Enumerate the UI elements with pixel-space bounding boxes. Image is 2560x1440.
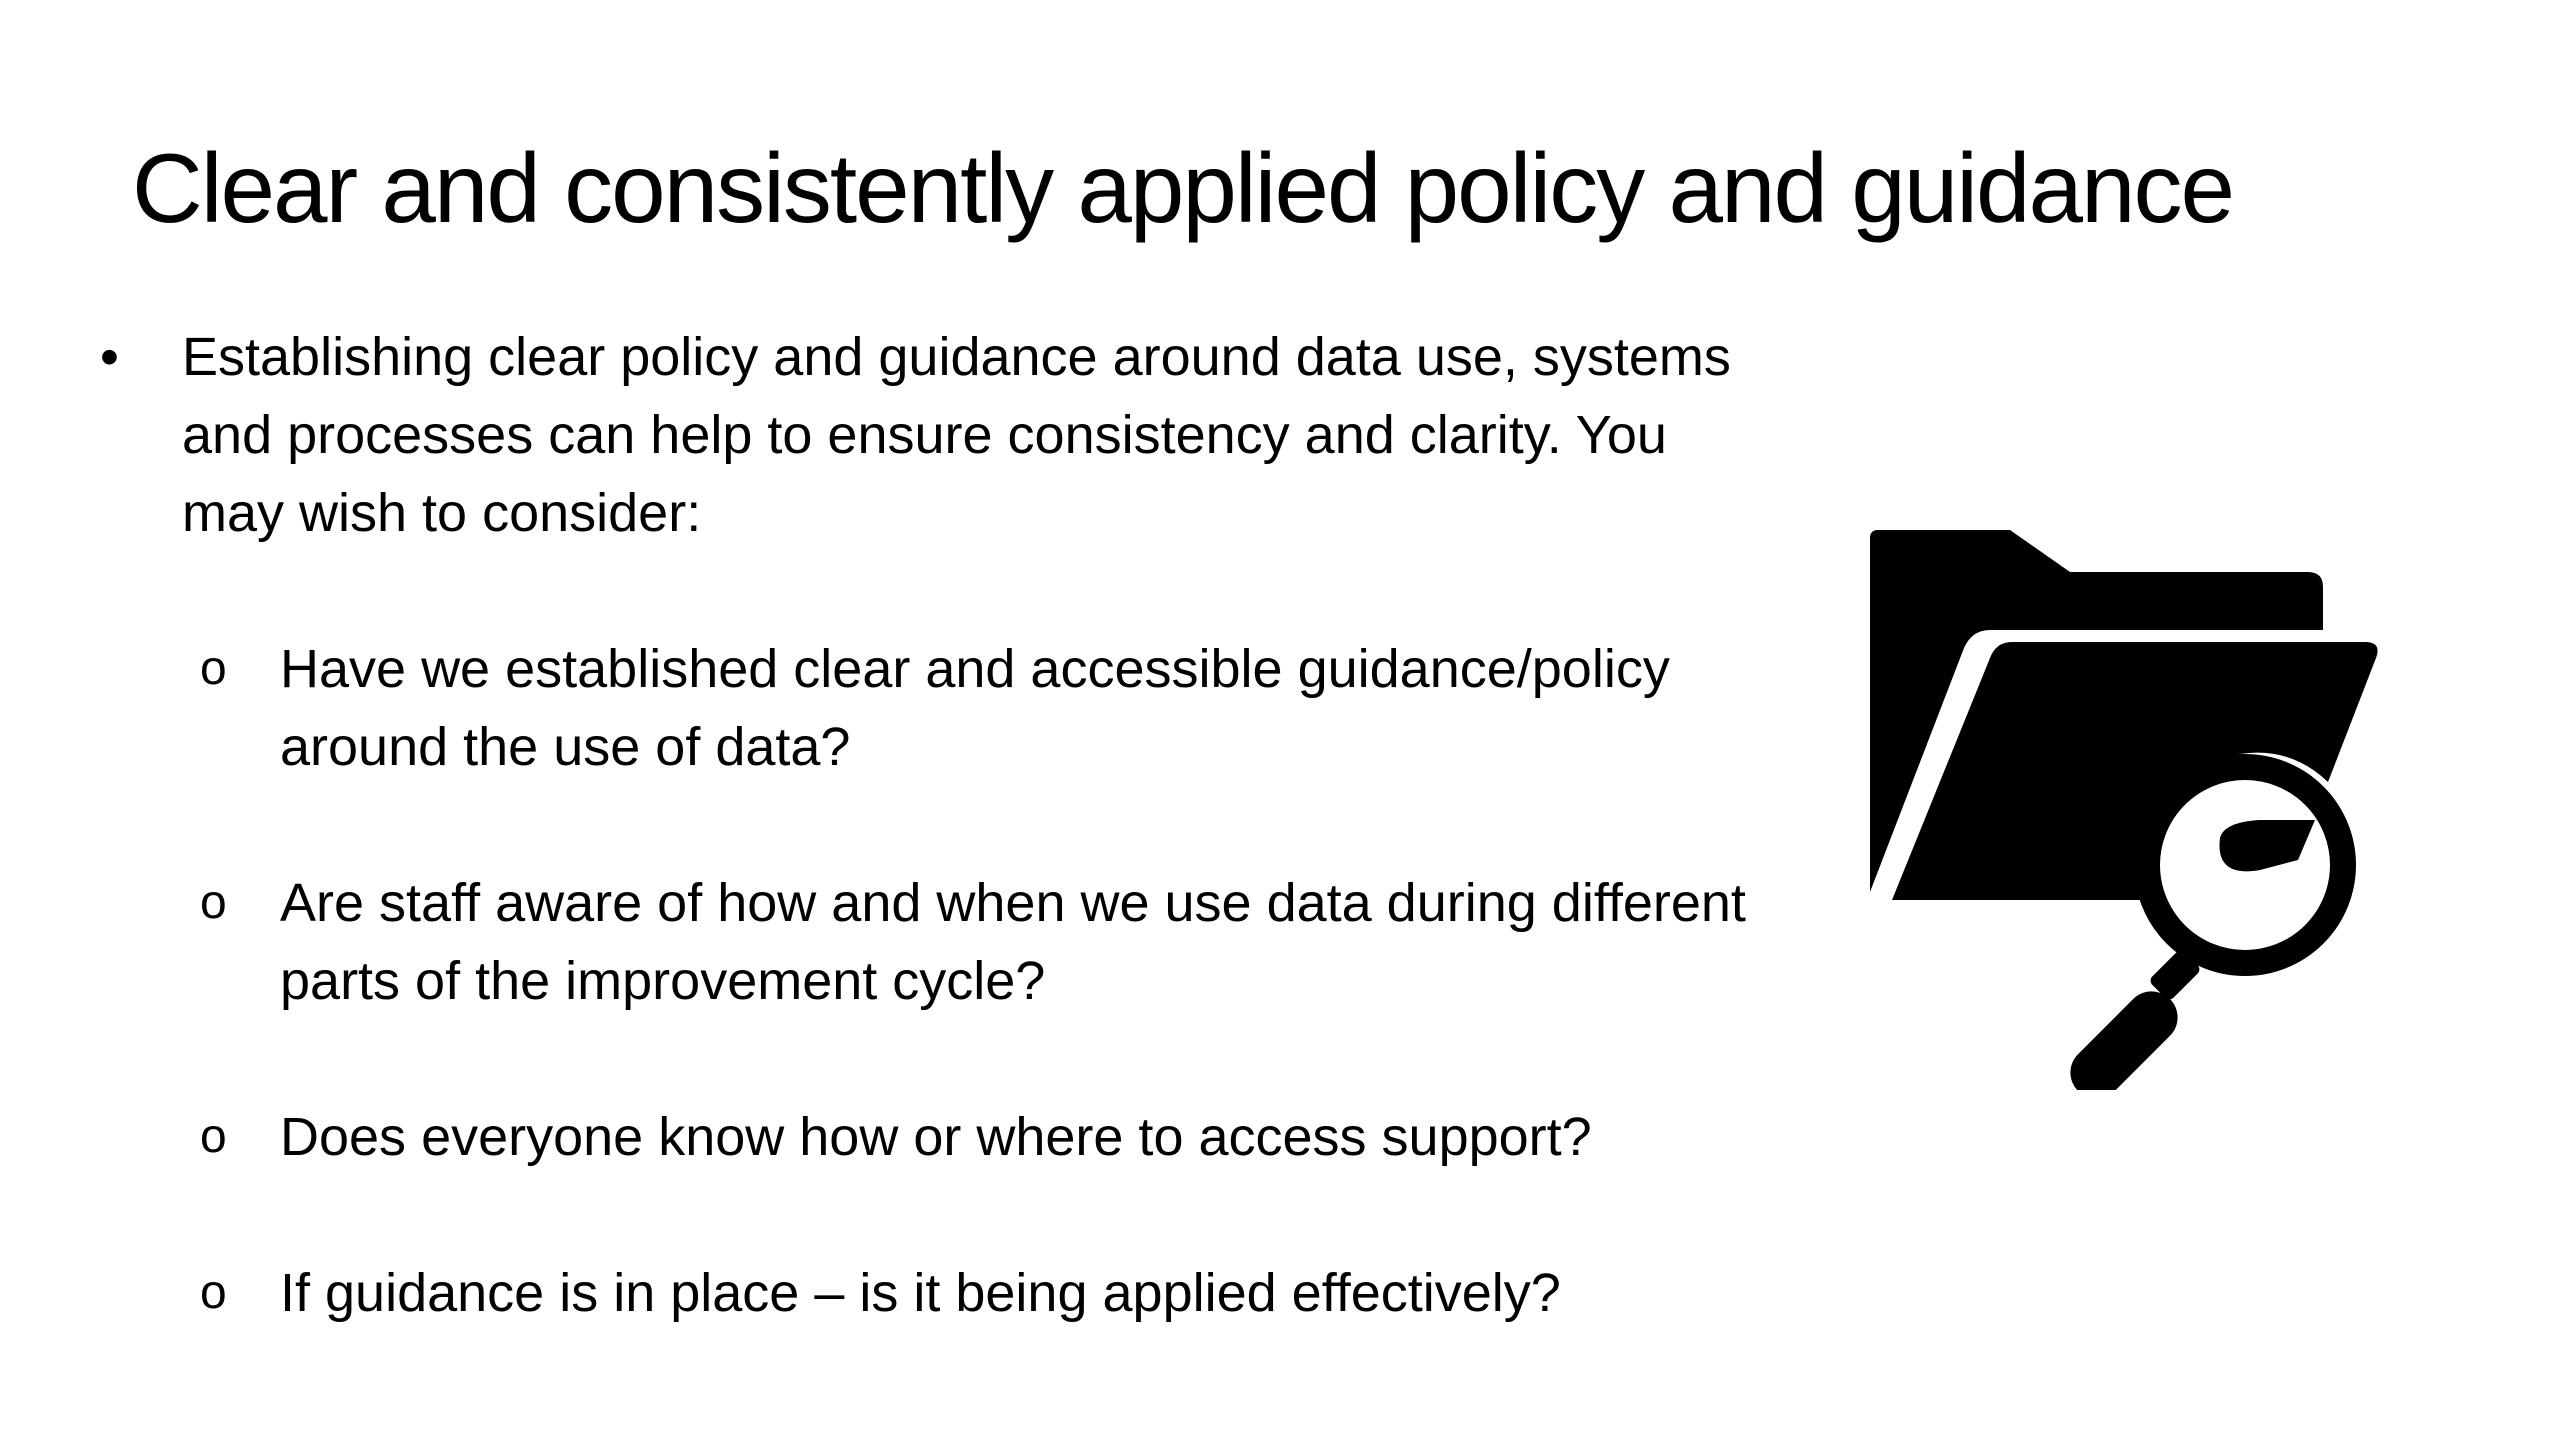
slide-title: Clear and consistently applied policy and guidance: [132, 133, 2233, 243]
sub-bullet-marker: o: [200, 1266, 227, 1319]
sub-bullet-text: Are staff aware of how and when we use data during different parts of the improvement cycle?: [280, 873, 1746, 1011]
magnifier-highlight: [2220, 820, 2316, 871]
main-bullet-text: Establishing clear policy and guidance around data use, systems and processes can help to ensure consistency and clarity. You may wish to consider:: [182, 327, 1731, 543]
bullet-marker: •: [100, 327, 119, 387]
sub-bullet-text: Does everyone know how or where to access support?: [280, 1107, 1592, 1167]
folder-search-icon: [1860, 520, 2420, 1090]
sub-bullet-marker: o: [200, 642, 227, 695]
sub-bullet-marker: o: [200, 876, 227, 929]
sub-bullet-text: If guidance is in place – is it being applied effectively?: [280, 1263, 1561, 1323]
folder-search-graphic: [1860, 520, 2420, 1090]
sub-bullet-text: Have we established clear and accessible guidance/policy around the use of data?: [280, 639, 1670, 777]
sub-bullet-marker: o: [200, 1110, 227, 1163]
